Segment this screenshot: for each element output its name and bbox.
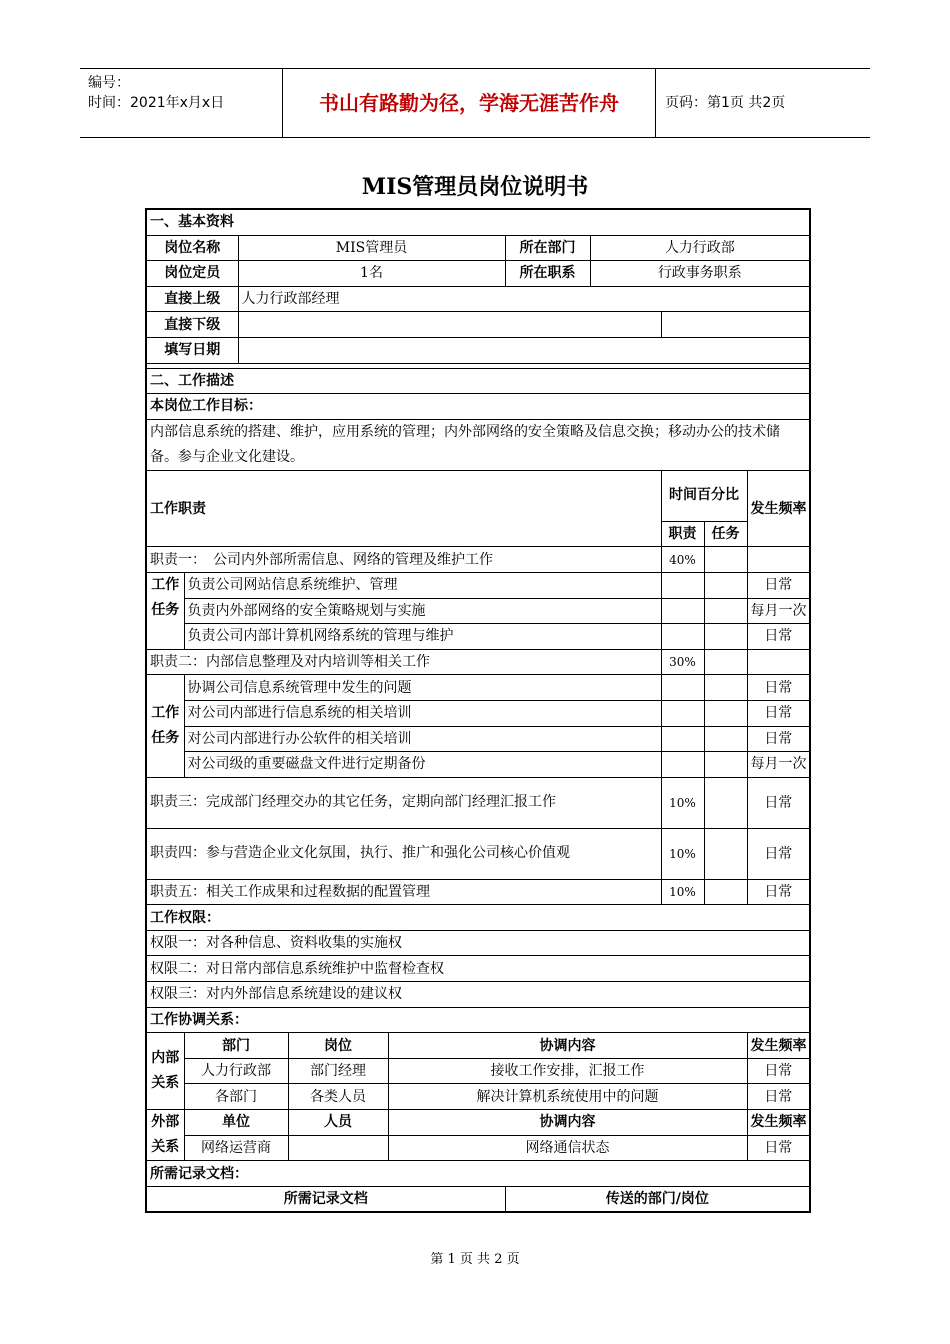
- external-freq: 日常: [747, 1135, 810, 1161]
- internal-position: 部门经理: [288, 1058, 388, 1084]
- task-freq: 日常: [747, 572, 810, 598]
- header-motto: 书山有路勤为径，学海无涯苦作舟: [283, 69, 656, 137]
- authority-item: 权限一：对各种信息、资料收集的实施权: [146, 930, 810, 956]
- records-col-dest: 传送的部门/岗位: [505, 1186, 810, 1212]
- internal-label: 内部 关系: [146, 1033, 184, 1110]
- external-header-content: 协调内容: [388, 1110, 747, 1136]
- subordinate-label: 直接下级: [146, 312, 238, 338]
- external-label: 外部 关系: [146, 1110, 184, 1161]
- duty-row: [146, 649, 810, 675]
- duty-4-freq: 日常: [747, 828, 810, 879]
- duty-sub-header: 职责: [661, 521, 704, 547]
- date-label: 填写日期: [146, 337, 238, 363]
- duty-5-freq: 日常: [747, 879, 810, 905]
- superior-value: 人力行政部经理: [238, 286, 810, 312]
- section-work: 二、工作描述: [146, 368, 810, 394]
- dept-label: 所在部门: [505, 235, 590, 261]
- task-freq: 日常: [747, 624, 810, 650]
- header-page-info: 页码：第1页 共2页: [665, 95, 786, 111]
- page-footer: 第 1 页 共 2 页: [430, 1252, 520, 1267]
- task-row: [146, 726, 810, 752]
- duty-row: [146, 777, 810, 828]
- task-sub-header: 任务: [704, 521, 747, 547]
- duty-1-pct: 40%: [661, 547, 704, 573]
- records-col-doc: 所需记录文档: [146, 1186, 505, 1212]
- duty-4-pct: 10%: [661, 828, 704, 879]
- doc-time-label: 时间：2021年x月x日: [88, 95, 225, 111]
- family-label: 所在职系: [505, 261, 590, 287]
- duty-row: [146, 879, 810, 905]
- duty-row: [146, 547, 810, 573]
- duty-5: 职责五：相关工作成果和过程数据的配置管理: [146, 879, 661, 905]
- superior-label: 直接上级: [146, 286, 238, 312]
- subordinate-extra: [661, 312, 810, 338]
- duty-5-pct: 10%: [661, 879, 704, 905]
- external-unit: 网络运营商: [184, 1135, 288, 1161]
- family-value: 行政事务职系: [590, 261, 810, 287]
- duty-row: [146, 828, 810, 879]
- internal-dept: 人力行政部: [184, 1058, 288, 1084]
- task-row: [146, 598, 810, 624]
- internal-freq: 日常: [747, 1058, 810, 1084]
- duty-3-pct: 10%: [661, 777, 704, 828]
- duty-4: 职责四：参与营造企业文化氛围，执行、推广和强化公司核心价值观: [146, 828, 661, 879]
- task-row: [146, 700, 810, 726]
- external-content: 网络通信状态: [388, 1135, 747, 1161]
- authority-item: 权限二：对日常内部信息系统维护中监督检查权: [146, 956, 810, 982]
- duty-1-task-label: 工作 任务: [146, 572, 184, 649]
- internal-freq: 日常: [747, 1084, 810, 1110]
- duty-2-pct: 30%: [661, 649, 704, 675]
- internal-content: 解决计算机系统使用中的问题: [388, 1084, 747, 1110]
- duty-3: 职责三：完成部门经理交办的其它任务，定期向部门经理汇报工作: [146, 777, 661, 828]
- coordination-label: 工作协调关系：: [146, 1007, 810, 1033]
- internal-row: [146, 1058, 810, 1084]
- external-row: [146, 1135, 810, 1161]
- task-row: [146, 752, 810, 778]
- duty-header: 工作职责: [146, 470, 661, 547]
- duty-2: 职责二：内部信息整理及对内培训等相关工作: [146, 649, 661, 675]
- header-meta: [80, 69, 283, 137]
- task-text: 对公司内部进行信息系统的相关培训: [184, 700, 661, 726]
- goal-label: 本岗位工作目标：: [146, 394, 810, 420]
- task-row: [146, 675, 810, 701]
- task-text: 负责公司网站信息系统维护、管理: [184, 572, 661, 598]
- task-row: [146, 572, 810, 598]
- task-row: [146, 624, 810, 650]
- internal-position: 各类人员: [288, 1084, 388, 1110]
- authority-item: 权限三：对内外部信息系统建设的建议权: [146, 982, 810, 1008]
- time-pct-header: 时间百分比: [661, 470, 747, 521]
- date-value: [238, 337, 810, 363]
- authority-label: 工作权限：: [146, 905, 810, 931]
- internal-content: 接收工作安排，汇报工作: [388, 1058, 747, 1084]
- external-header-freq: 发生频率: [747, 1110, 810, 1136]
- freq-header: 发生频率: [747, 470, 810, 547]
- page-header: [80, 68, 870, 138]
- internal-header-position: 岗位: [288, 1033, 388, 1059]
- section-basic: 一、基本资料: [146, 209, 810, 235]
- position-name-value: MIS管理员: [238, 235, 505, 261]
- task-text: 对公司内部进行办公软件的相关培训: [184, 726, 661, 752]
- task-freq: 日常: [747, 700, 810, 726]
- duty-2-task-label: 工作 任务: [146, 675, 184, 777]
- doc-number-label: 编号：: [88, 75, 130, 91]
- task-text: 对公司级的重要磁盘文件进行定期备份: [184, 752, 661, 778]
- task-freq: 日常: [747, 675, 810, 701]
- task-text: 负责公司内部计算机网络系统的管理与维护: [184, 624, 661, 650]
- internal-dept: 各部门: [184, 1084, 288, 1110]
- subordinate-value: [238, 312, 661, 338]
- external-header-unit: 单位: [184, 1110, 288, 1136]
- document-title: MIS管理员岗位说明书: [361, 174, 589, 200]
- goal-text: 内部信息系统的搭建、维护，应用系统的管理；内外部网络的安全策略及信息交换；移动办公的技术储备。参与企业文化建设。: [146, 419, 810, 470]
- task-freq: 日常: [747, 726, 810, 752]
- internal-header-content: 协调内容: [388, 1033, 747, 1059]
- task-freq: 每月一次: [747, 598, 810, 624]
- task-text: 负责内外部网络的安全策略规划与实施: [184, 598, 661, 624]
- records-label: 所需记录文档：: [146, 1161, 810, 1187]
- external-header-person: 人员: [288, 1110, 388, 1136]
- duty-1: 职责一： 公司内外部所需信息、网络的管理及维护工作: [146, 547, 661, 573]
- internal-header-dept: 部门: [184, 1033, 288, 1059]
- internal-row: [146, 1084, 810, 1110]
- headcount-value: 1名: [238, 261, 505, 287]
- task-freq: 每月一次: [747, 752, 810, 778]
- external-person: [288, 1135, 388, 1161]
- position-name-label: 岗位名称: [146, 235, 238, 261]
- job-description-table: [145, 208, 811, 1213]
- duty-3-freq: 日常: [747, 777, 810, 828]
- internal-header-freq: 发生频率: [747, 1033, 810, 1059]
- task-text: 协调公司信息系统管理中发生的问题: [184, 675, 661, 701]
- dept-value: 人力行政部: [590, 235, 810, 261]
- headcount-label: 岗位定员: [146, 261, 238, 287]
